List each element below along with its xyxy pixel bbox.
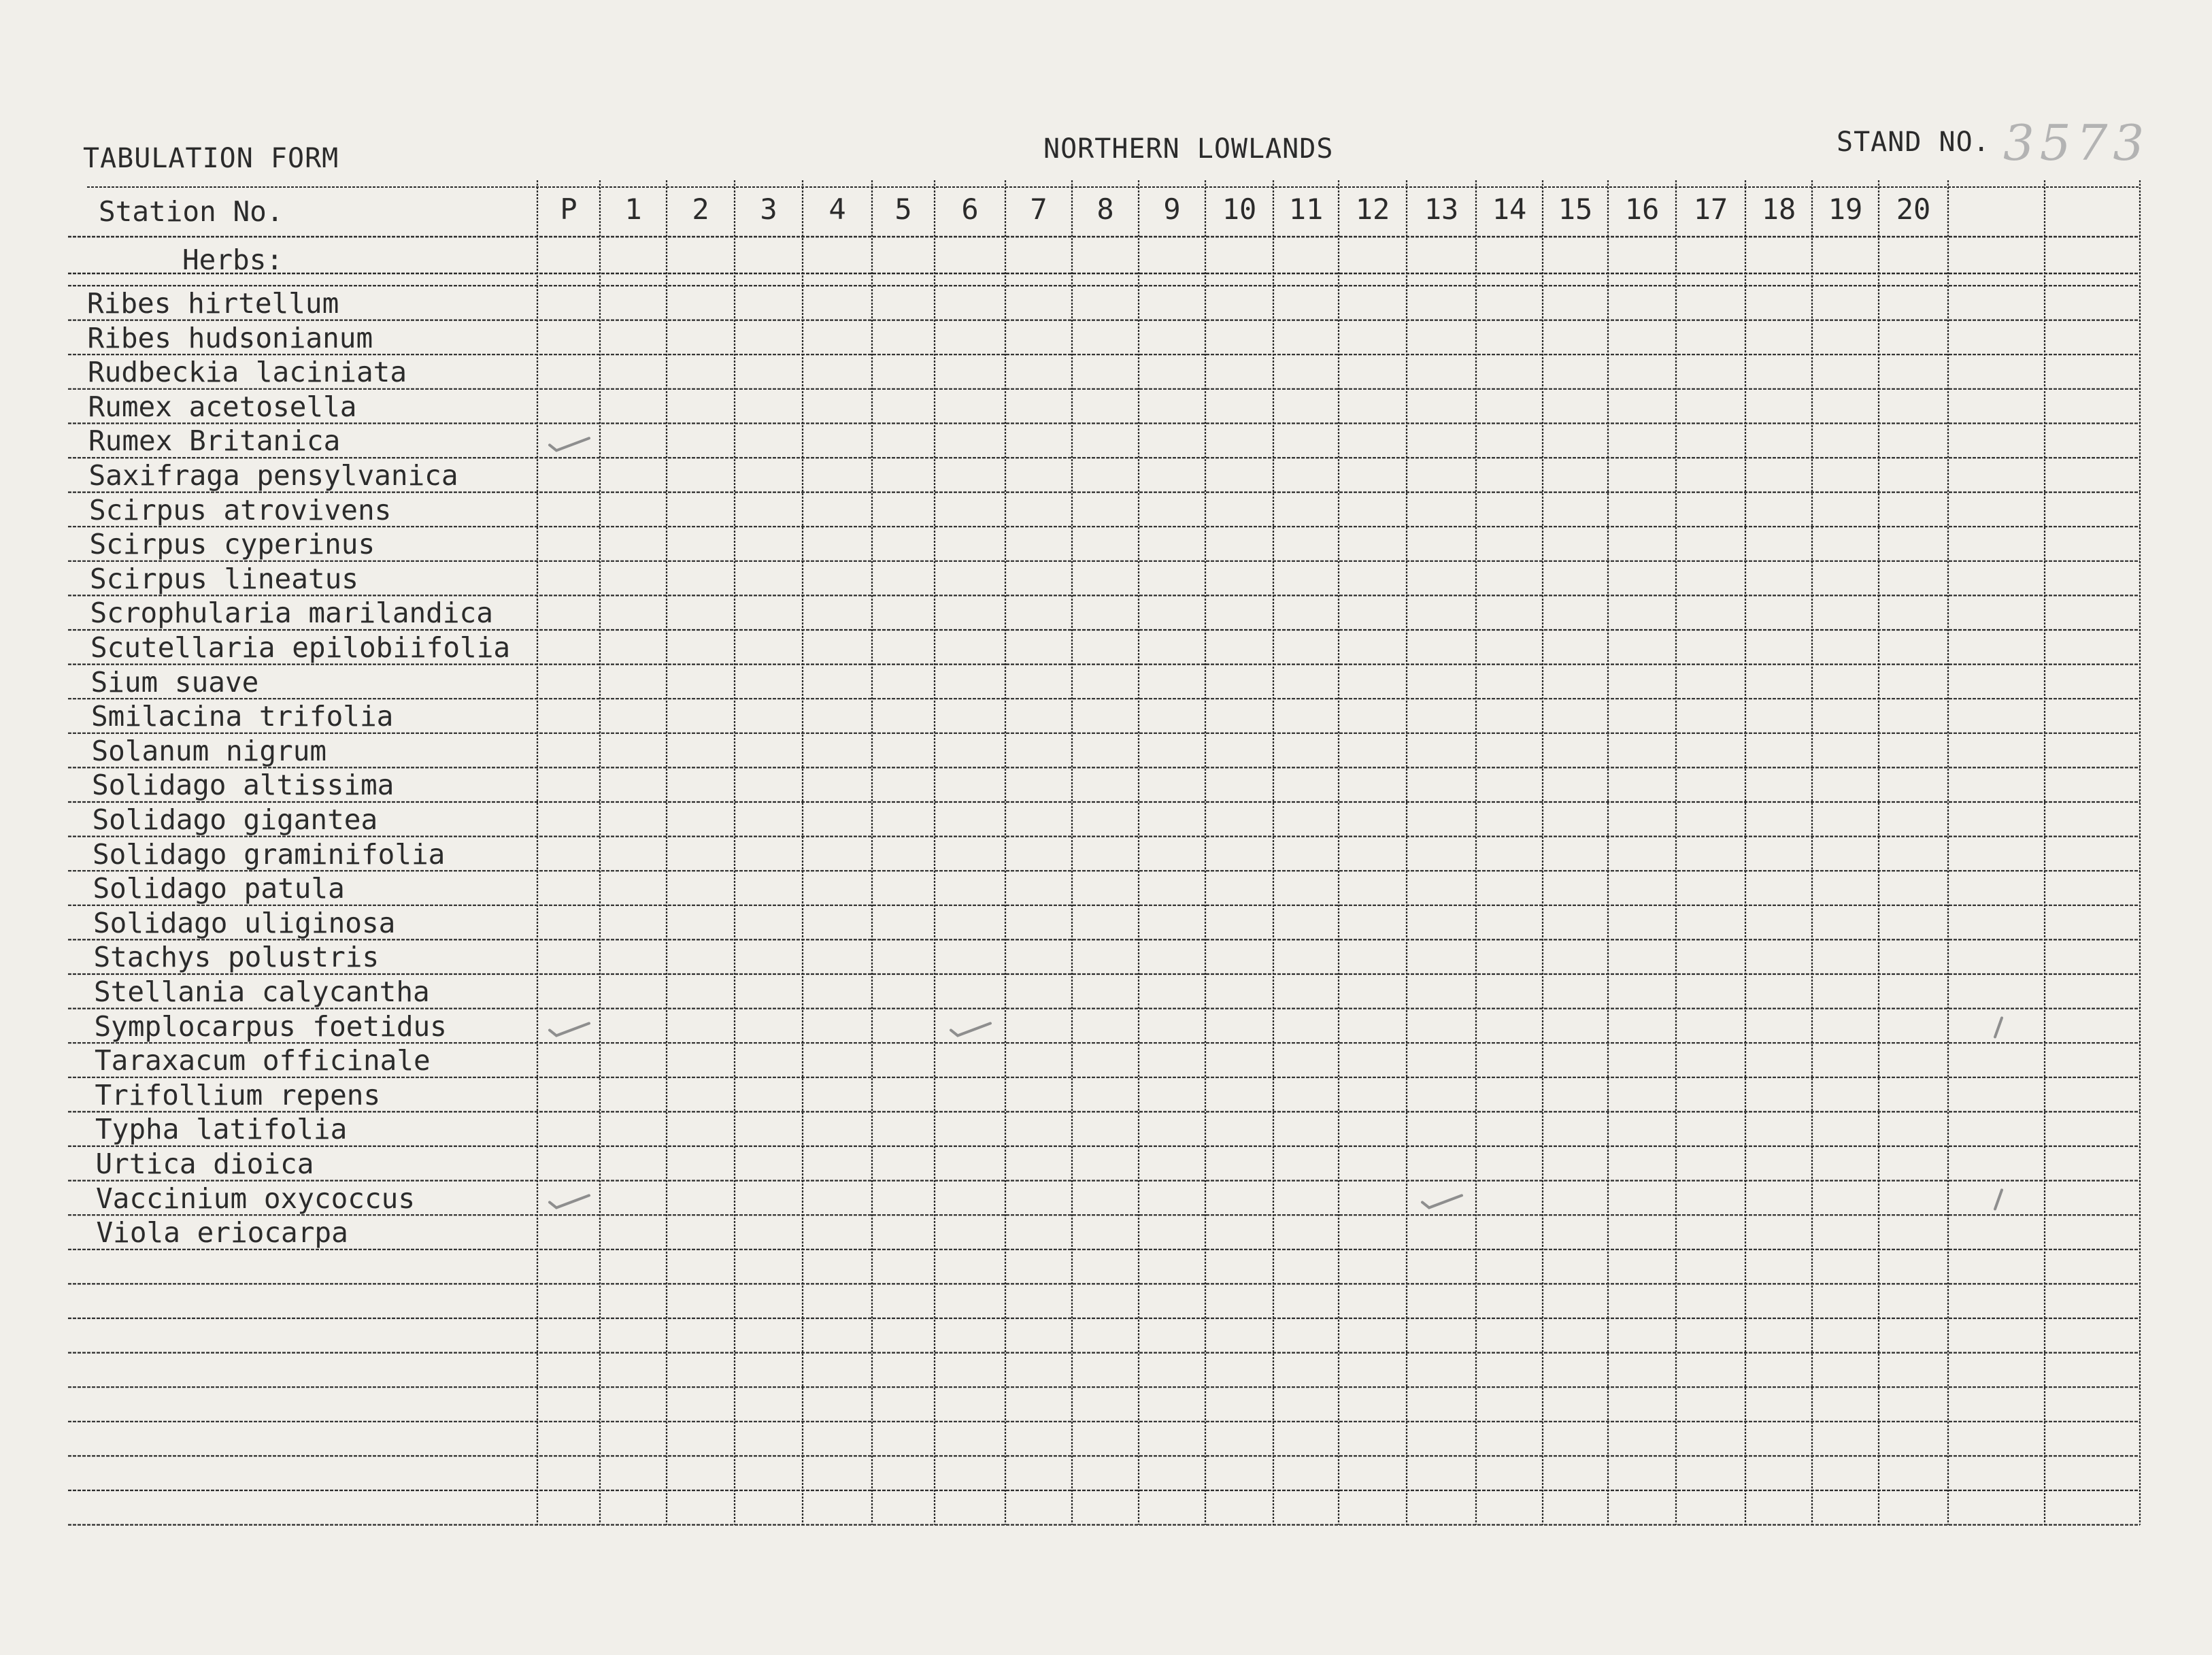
station-column-header: 13 — [1424, 193, 1459, 226]
species-label: Typha latifolia — [95, 1113, 348, 1146]
species-label: Ribes hudsonianum — [87, 321, 373, 354]
station-column-header: 9 — [1163, 193, 1181, 226]
species-label: Vaccinium oxycoccus — [96, 1182, 415, 1215]
stand-no-value: 3573 — [2003, 114, 2150, 171]
species-label: Scirpus cyperinus — [89, 528, 375, 561]
species-label: Ribes hirtellum — [87, 287, 339, 320]
pencil-check-mark — [1995, 1018, 2002, 1037]
station-column-header: 4 — [828, 193, 846, 226]
species-label: Urtica dioica — [95, 1148, 314, 1180]
pencil-check-mark — [550, 1023, 589, 1035]
station-column-header: 1 — [624, 193, 642, 226]
station-column-header: 14 — [1492, 193, 1527, 226]
species-label: Symplocarpus foetidus — [94, 1009, 447, 1043]
species-label: Solanum nigrum — [91, 734, 327, 767]
station-column-header: 3 — [760, 193, 777, 226]
pencil-check-mark — [1995, 1190, 2002, 1209]
station-no-label: Station No. — [99, 195, 284, 228]
station-column-header: 20 — [1896, 193, 1931, 226]
region-title: NORTHERN LOWLANDS — [1043, 133, 1334, 165]
species-label: Sium suave — [90, 665, 259, 699]
species-label: Solidago patula — [93, 872, 345, 905]
species-label: Smilacina trifolia — [91, 700, 394, 733]
pencil-check-mark — [550, 438, 589, 450]
station-column-header: 10 — [1222, 193, 1257, 226]
station-column-header: P — [560, 193, 577, 226]
pencil-check-mark — [1422, 1195, 1462, 1207]
species-label: Scirpus lineatus — [90, 562, 358, 595]
species-label: Solidago graminifolia — [93, 837, 446, 871]
species-label: Stellania calycantha — [94, 975, 430, 1008]
station-column-header: 19 — [1828, 193, 1863, 226]
species-label: Saxifraga pensylvanica — [88, 459, 458, 492]
species-label: Scutellaria epilobiifolia — [90, 631, 511, 664]
species-label: Scrophularia marilandica — [90, 597, 493, 630]
species-label: Rudbeckia laciniata — [88, 356, 407, 389]
station-column-header: 17 — [1693, 193, 1728, 226]
station-column-header: 15 — [1558, 193, 1593, 226]
pencil-check-mark — [550, 1195, 589, 1207]
species-label: Rumex acetosella — [88, 390, 357, 423]
station-column-header: 2 — [692, 193, 709, 226]
species-label: Solidago uliginosa — [93, 906, 396, 939]
station-column-header: 7 — [1030, 193, 1048, 226]
station-column-header: 16 — [1624, 193, 1660, 226]
species-label: Scirpus atrovivens — [89, 493, 392, 526]
species-label: Solidago gigantea — [92, 803, 378, 836]
herbs-section-label: Herbs: — [182, 244, 284, 276]
species-label: Solidago altissima — [92, 769, 395, 802]
pencil-check-mark — [951, 1023, 990, 1035]
species-label: Taraxacum officinale — [95, 1044, 431, 1077]
station-column-header: 11 — [1288, 193, 1324, 226]
station-column-header: 8 — [1096, 193, 1114, 226]
stand-no-label: STAND NO. — [1837, 127, 1990, 158]
species-label: Viola eriocarpa — [96, 1216, 348, 1250]
form-title: TABULATION FORM — [83, 143, 339, 174]
species-label: Trifollium repens — [95, 1078, 381, 1111]
station-column-header: 12 — [1355, 193, 1390, 226]
species-label: Stachys polustris — [93, 941, 380, 974]
species-label: Rumex Britanica — [88, 424, 341, 458]
station-column-header: 6 — [961, 193, 979, 226]
station-column-header: 18 — [1761, 193, 1796, 226]
station-column-header: 5 — [894, 193, 912, 226]
